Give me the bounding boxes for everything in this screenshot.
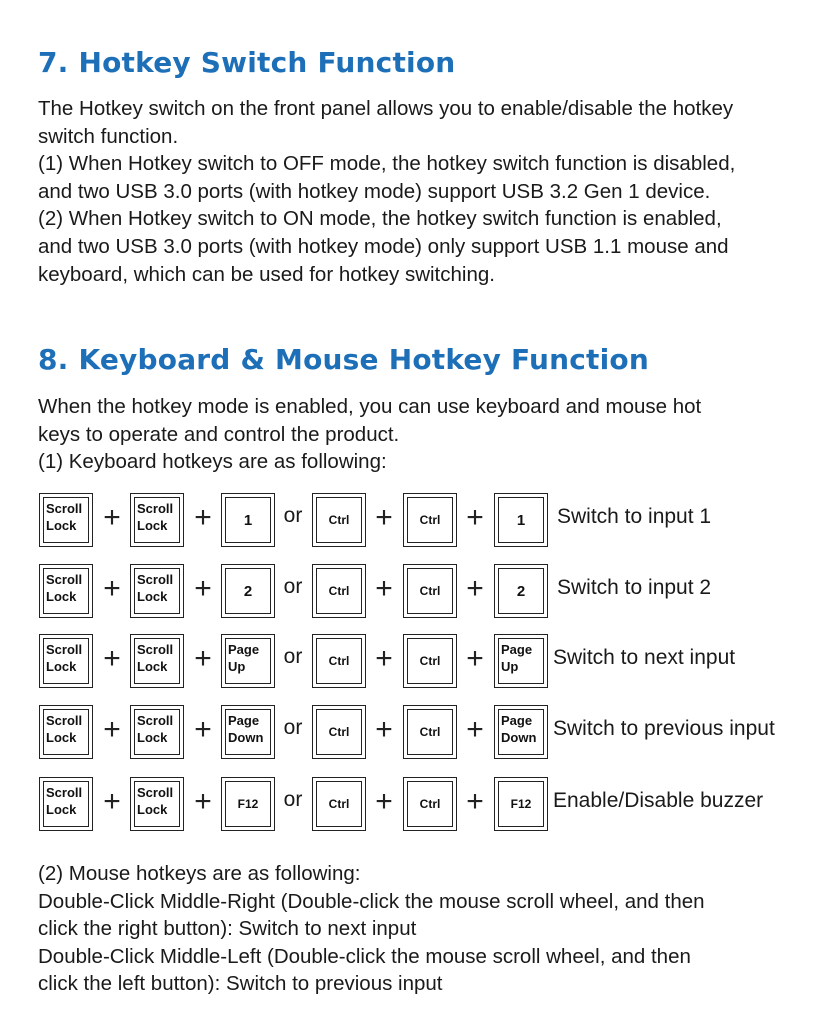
ctrl-key: Ctrl — [312, 634, 366, 688]
plus-sign: + — [375, 572, 393, 605]
section-8-heading: 8. Keyboard & Mouse Hotkey Function — [38, 343, 649, 376]
plus-sign: + — [375, 642, 393, 675]
text-line: switch function. — [38, 124, 179, 148]
plus-sign: + — [194, 713, 212, 746]
hotkey-action: Switch to input 1 — [557, 505, 712, 528]
text-line: and two USB 3.0 ports (with hotkey mode) support USB 3.2 Gen 1 device. — [38, 179, 711, 203]
text-line: Double-Click Middle-Left (Double-click the mouse scroll wheel, and then — [38, 944, 691, 968]
key-1: 1 — [221, 493, 275, 547]
or-separator: or — [283, 575, 303, 598]
ctrl-key: Ctrl — [312, 777, 366, 831]
scroll-lock-key: Scroll Lock — [39, 705, 93, 759]
scroll-lock-key: Scroll Lock — [130, 634, 184, 688]
plus-sign: + — [466, 785, 484, 818]
plus-sign: + — [103, 642, 121, 675]
hotkey-action: Switch to previous input — [553, 717, 775, 740]
plus-sign: + — [466, 501, 484, 534]
f12-key: F12 — [221, 777, 275, 831]
text-line: click the left button): Switch to previous input — [38, 972, 443, 996]
or-separator: or — [283, 504, 303, 527]
or-separator: or — [283, 645, 303, 668]
scroll-lock-key: Scroll Lock — [39, 493, 93, 547]
or-separator: or — [283, 788, 303, 811]
plus-sign: + — [466, 713, 484, 746]
scroll-lock-key: Scroll Lock — [130, 777, 184, 831]
section-7-heading: 7. Hotkey Switch Function — [38, 46, 456, 79]
text-line: (2) When Hotkey switch to ON mode, the hotkey switch function is enabled, — [38, 207, 722, 231]
ctrl-key: Ctrl — [403, 777, 457, 831]
plus-sign: + — [466, 572, 484, 605]
scroll-lock-key: Scroll Lock — [130, 705, 184, 759]
plus-sign: + — [466, 642, 484, 675]
plus-sign: + — [103, 501, 121, 534]
ctrl-key: Ctrl — [403, 705, 457, 759]
text-line: Double-Click Middle-Right (Double-click the mouse scroll wheel, and then — [38, 889, 705, 913]
page-down-key: Page Down — [221, 705, 275, 759]
ctrl-key: Ctrl — [403, 564, 457, 618]
hotkey-row — [39, 634, 819, 688]
scroll-lock-key: Scroll Lock — [39, 777, 93, 831]
key-2: 2 — [494, 564, 548, 618]
text-line: When the hotkey mode is enabled, you can use keyboard and mouse hot — [38, 395, 702, 418]
plus-sign: + — [375, 785, 393, 818]
scroll-lock-key: Scroll Lock — [130, 493, 184, 547]
text-line: (1) When Hotkey switch to OFF mode, the hotkey switch function is disabled, — [38, 152, 736, 176]
plus-sign: + — [103, 572, 121, 605]
hotkey-action: Switch to next input — [553, 646, 736, 669]
ctrl-key: Ctrl — [403, 634, 457, 688]
text-line: click the right button): Switch to next input — [38, 917, 417, 941]
key-2: 2 — [221, 564, 275, 618]
page-up-key: Page Up — [494, 634, 548, 688]
scroll-lock-key: Scroll Lock — [39, 634, 93, 688]
text-line: The Hotkey switch on the front panel allows you to enable/disable the hotkey — [38, 97, 734, 120]
page-down-key: Page Down — [494, 705, 548, 759]
scroll-lock-key: Scroll Lock — [39, 564, 93, 618]
f12-key: F12 — [494, 777, 548, 831]
plus-sign: + — [103, 713, 121, 746]
plus-sign: + — [103, 785, 121, 818]
ctrl-key: Ctrl — [312, 564, 366, 618]
or-separator: or — [283, 716, 303, 739]
scroll-lock-key: Scroll Lock — [130, 564, 184, 618]
text-line: (2) Mouse hotkeys are as following: — [38, 862, 361, 885]
hotkey-action: Enable/Disable buzzer — [553, 789, 764, 812]
hotkey-row — [39, 777, 819, 831]
hotkey-row — [39, 493, 819, 547]
page-up-key: Page Up — [221, 634, 275, 688]
plus-sign: + — [194, 642, 212, 675]
section-7-body — [38, 95, 808, 288]
hotkey-row — [39, 705, 819, 759]
ctrl-key: Ctrl — [312, 493, 366, 547]
hotkey-action: Switch to input 2 — [557, 576, 712, 599]
text-line: keyboard, which can be used for hotkey switching. — [38, 262, 495, 286]
plus-sign: + — [375, 713, 393, 746]
section-8-intro — [38, 393, 808, 476]
mouse-hotkeys-text — [38, 860, 808, 998]
ctrl-key: Ctrl — [403, 493, 457, 547]
plus-sign: + — [194, 501, 212, 534]
plus-sign: + — [375, 501, 393, 534]
text-line: keys to operate and control the product. — [38, 422, 400, 446]
plus-sign: + — [194, 785, 212, 818]
text-line: and two USB 3.0 ports (with hotkey mode) only support USB 1.1 mouse and — [38, 234, 729, 258]
text-line: (1) Keyboard hotkeys are as following: — [38, 450, 387, 474]
key-1: 1 — [494, 493, 548, 547]
ctrl-key: Ctrl — [312, 705, 366, 759]
plus-sign: + — [194, 572, 212, 605]
hotkey-row — [39, 564, 819, 618]
